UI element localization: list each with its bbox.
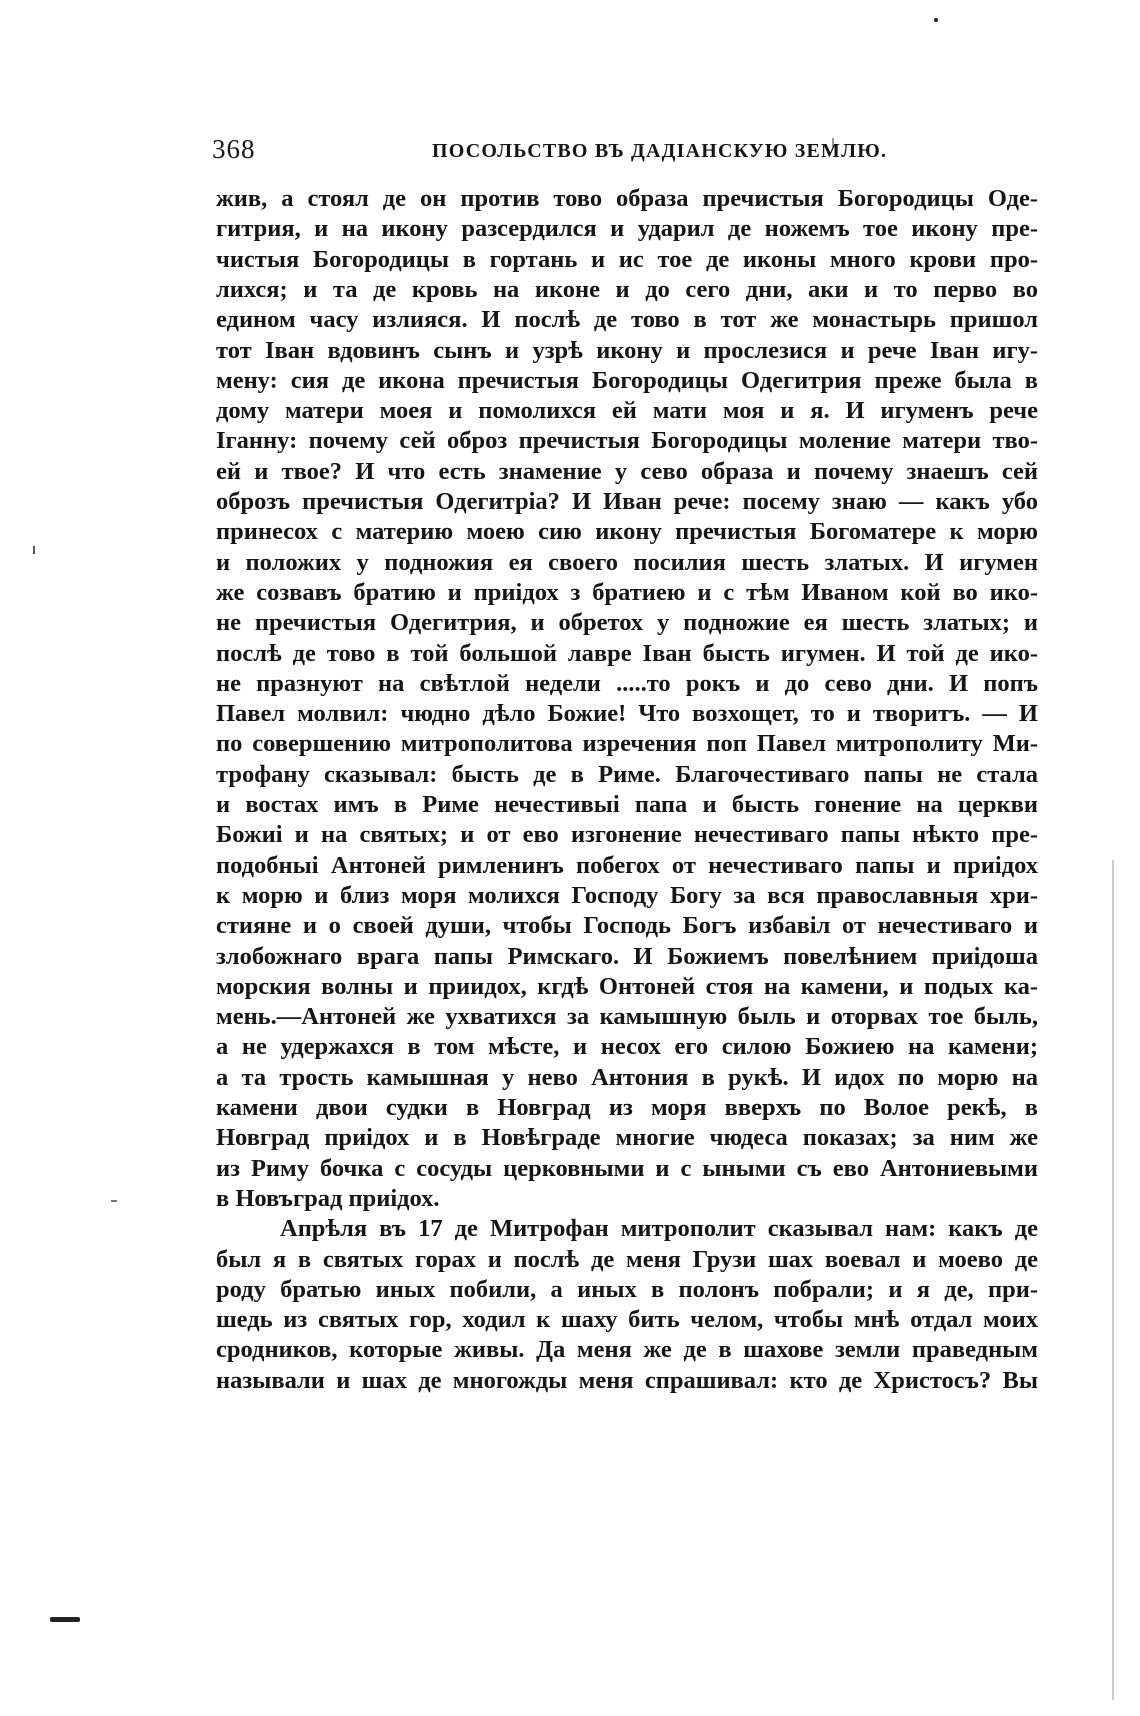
text-line: называли и шах де многожды меня спрашивал: кто де Христосъ? Вы <box>216 1366 1038 1394</box>
text-line: дому матери моея и помолихся ей мати моя и я. И игуменъ рече <box>216 397 1038 425</box>
text-line: гитрия, и на икону разсердился и ударил де ножемъ тое икону пре- <box>216 215 1038 243</box>
paragraph-first-line: Апрѣля въ 17 де Митрофан митрополит сказывал нам: какъ де <box>280 1215 1038 1243</box>
text-line: послѣ де тово в той большой лавре Іван бысть игумен. И той де ико- <box>216 639 1038 667</box>
text-line: по совершению митрополитова изречения поп Павел митрополиту Ми- <box>216 730 1038 758</box>
text-line: шедь из святых гор, ходил к шаху бить челом, чтобы мнѣ отдал моих <box>216 1306 1038 1334</box>
text-line: оброзъ пречистыя Одегитріа? И Иван рече: посему знаю — какъ убо <box>216 488 1038 515</box>
text-line: Павел молвил: чюдно дѣло Божие! Что возхощет, то и творитъ. — И <box>216 700 1038 728</box>
text-line: в Новъград приідох. <box>216 1184 440 1212</box>
text-line: злобожнаго врага папы Римскаго. И Божиемъ повелѣнием приідоша <box>216 942 1038 970</box>
text-line: стияне и о своей души, чтобы Господь Богъ избавіл от нечестиваго и <box>216 912 1038 940</box>
text-line: Новград приідох и в Новѣграде многие чюдеса показах; за ним же <box>216 1124 1038 1152</box>
text-line: жив, а стоял де он против тово образа пречистыя Богородицы Оде- <box>216 185 1038 212</box>
text-line: Іганну: почему сей оброз пречистыя Богородицы моление матери тво- <box>216 427 1038 455</box>
page-number: 368 <box>212 134 256 164</box>
text-line: мень.—Антоней же ухватихся за камышную быль и оторвах тое быль, <box>216 1003 1038 1031</box>
text-line: из Риму бочка с сосуды церковными и с ыными съ ево Антониевыми <box>216 1154 1038 1182</box>
print-speck <box>33 546 35 554</box>
text-line: роду братью иных побили, а иных в полонъ побрали; и я де, при- <box>216 1275 1038 1303</box>
print-speck <box>934 18 938 22</box>
running-title: ПОСОЛЬСТВО ВЪ ДАДІАНСКУЮ ЗЕМЛЮ. <box>432 140 888 162</box>
text-line: камени двои судки в Новград из моря вверхъ по Волое рекѣ, в <box>216 1094 1038 1121</box>
text-line: сродников, которые живы. Да меня же де в шахове земли праведным <box>216 1336 1038 1364</box>
text-line: к морю и близ моря молихся Господу Богу за вся православныя хри- <box>216 881 1038 909</box>
print-speck <box>111 1200 117 1202</box>
page-header <box>212 134 1042 174</box>
text-line: едином часу излияся. И послѣ де тово в тот же монастырь пришол <box>216 306 1038 334</box>
text-line: морския волны и приидох, кгдѣ Онтоней стоя на камени, и подых ка- <box>216 972 1038 1000</box>
text-line: мену: сия де икона пречистыя Богородицы Одегитрия преже была в <box>216 366 1038 394</box>
text-line: же созвавъ братию и приідох з братиею и с тѣм Иваном кой во ико- <box>216 578 1038 606</box>
text-line: тот Іван вдовинъ сынъ и узрѣ икону и прослезися и рече Іван игу- <box>216 336 1038 364</box>
text-line: принесох с материю моею сию икону пречистыя Богоматере к морю <box>216 518 1038 546</box>
text-line: и востах имъ в Риме нечестивыі папа и бысть гонение на церкви <box>216 791 1038 818</box>
text-line: лихся; и та де кровь на иконе и до сего дни, аки и то перво во <box>216 275 1038 303</box>
text-line: был я в святых горах и послѣ де меня Грузи шах воевал и моево де <box>216 1245 1038 1273</box>
text-line: и положих у подножия ея своего посилия шесть златых. И игумен <box>216 548 1038 576</box>
text-line: не пречистыя Одегитрия, и обретох у подножие ея шесть златых; и <box>216 609 1038 637</box>
scan-edge-line <box>1112 860 1114 1700</box>
text-line: а не удержахся в том мѣсте, и несох его силою Божиею на камени; <box>216 1033 1038 1061</box>
text-line: а та трость камышная у нево Антония в рукѣ. И идох по морю на <box>216 1063 1038 1091</box>
text-line: чистыя Богородицы в гортань и ис тое де иконы много крови про- <box>216 245 1038 273</box>
text-line: Божиі и на святых; и от ево изгонение нечестиваго папы нѣкто пре- <box>216 821 1038 849</box>
text-line: трофану сказывал: бысть де в Риме. Благочестиваго папы не стала <box>216 760 1038 788</box>
text-line: ей и твое? И что есть знамение у сево образа и почему знаешъ сей <box>216 457 1038 485</box>
text-line: не празнуют на свѣтлой недели .....то рокъ и до сево дни. И попъ <box>216 669 1038 697</box>
scan-mark <box>50 1617 80 1622</box>
text-line: подобныі Антоней римленинъ побегох от нечестиваго папы и приідох <box>216 851 1038 879</box>
